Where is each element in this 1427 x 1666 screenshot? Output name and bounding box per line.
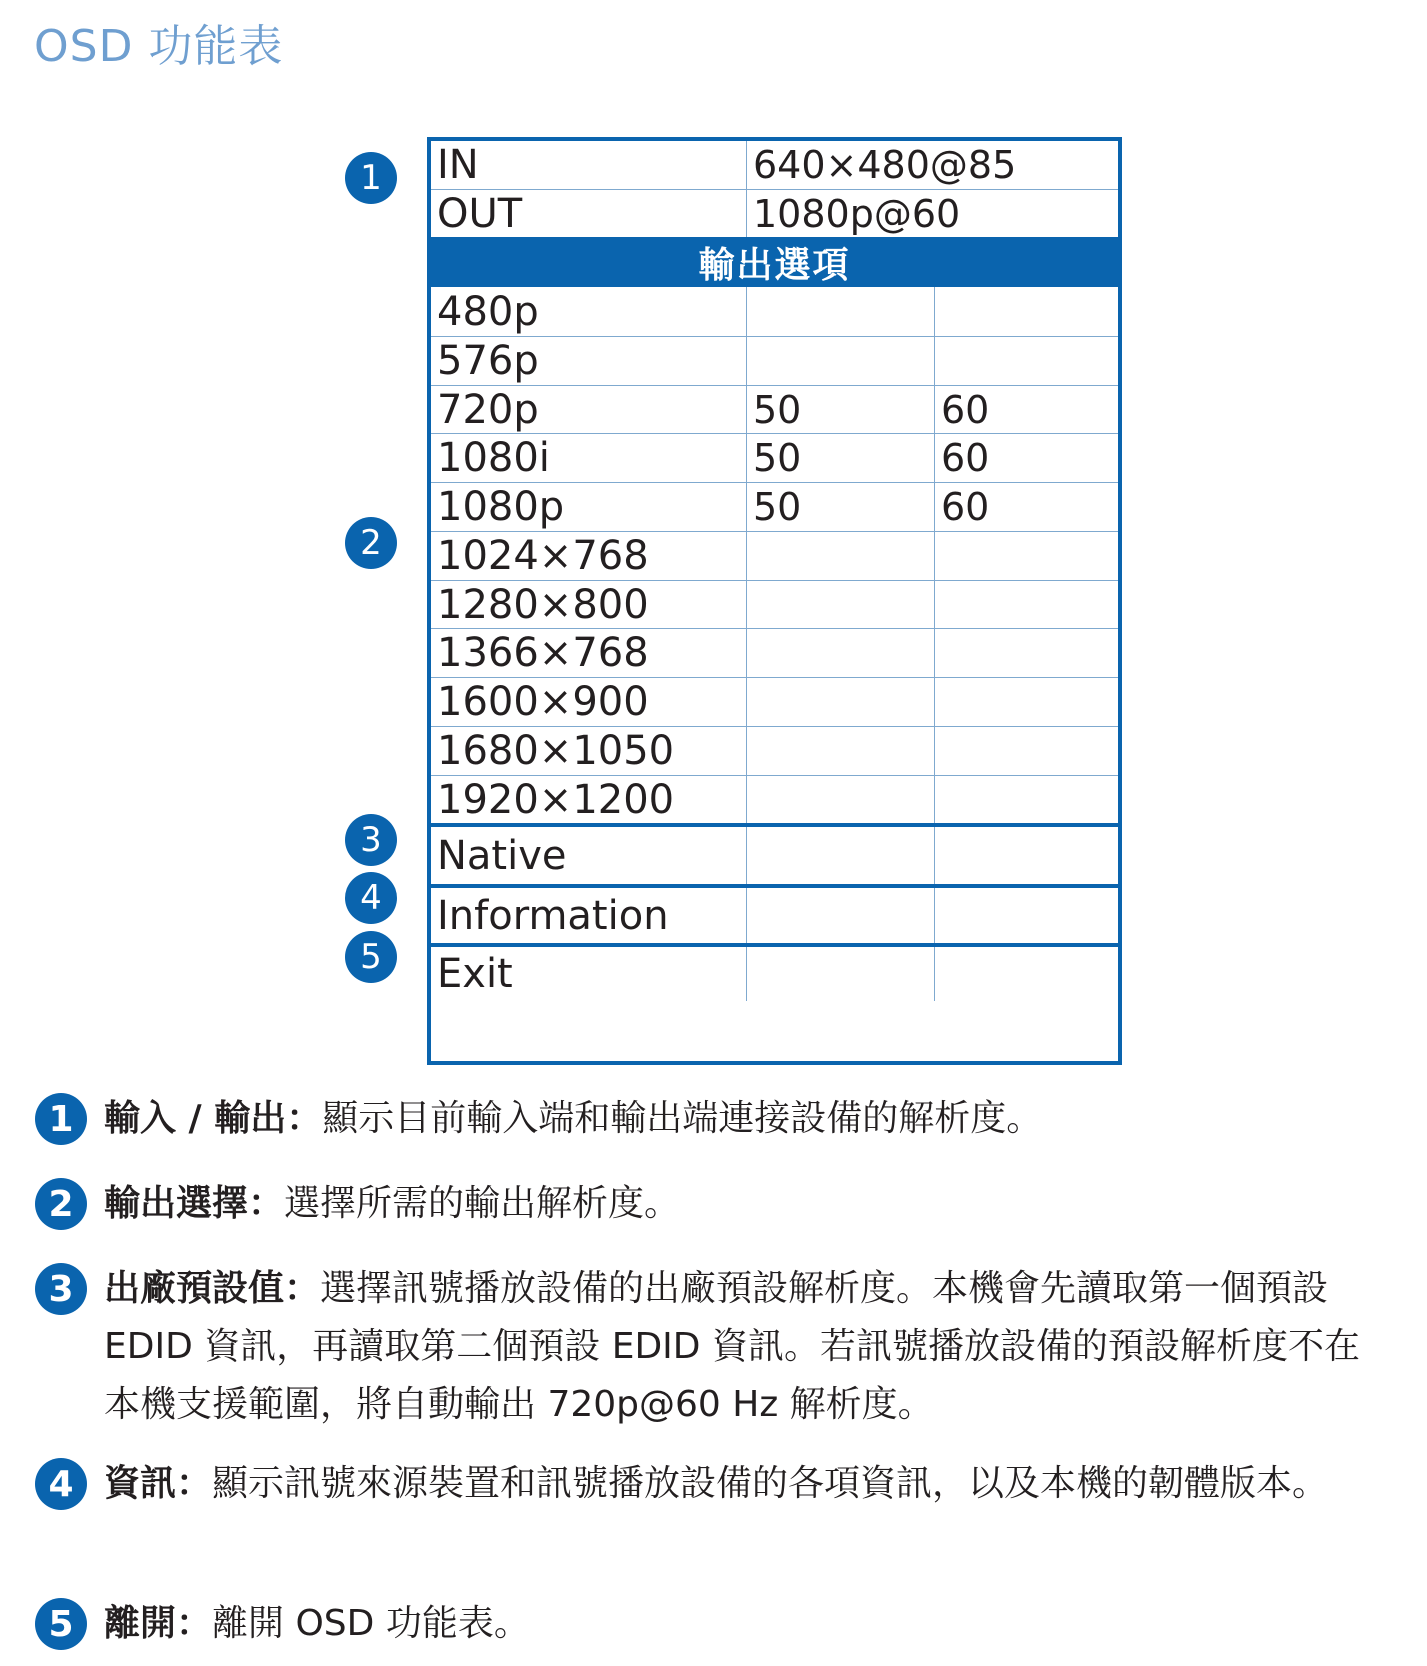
information-cell-2 <box>934 888 1118 943</box>
resolution-label: 1280×800 <box>437 581 649 628</box>
refresh-option-60[interactable] <box>934 678 1118 726</box>
exit-label: Exit <box>437 951 513 997</box>
resolution-label: 720p <box>437 386 539 433</box>
refresh-option-50[interactable] <box>746 678 934 726</box>
refresh-option-50[interactable] <box>746 581 934 628</box>
output-options-header <box>431 237 1118 287</box>
note-description: 顯示訊號來源裝置和訊號播放設備的各項資訊，以及本機的韌體版本。 <box>212 1463 1329 1504</box>
information-cell-1 <box>746 888 934 943</box>
refresh-option-60[interactable]: 60 <box>934 483 1118 531</box>
refresh-option-60[interactable] <box>934 287 1118 336</box>
refresh-option-60[interactable] <box>934 532 1118 580</box>
note-description: 選擇訊號播放設備的出廠預設解析度。本機會先讀取第一個預設 EDID 資訊，再讀取第二個預設 EDID 資訊。若訊號播放設備的預設解析度不在本機支援範圍，將自動輸出 720p@60 Hz 解析度。 <box>104 1268 1360 1425</box>
resolution-label: 480p <box>437 288 539 335</box>
exit-cell-2 <box>934 947 1118 1001</box>
resolution-row[interactable] <box>431 628 1118 677</box>
note-number-badge: 2 <box>35 1178 87 1230</box>
note-text <box>104 1455 1394 1513</box>
refresh-option-50[interactable]: 50 <box>746 386 934 433</box>
note-separator: ： <box>176 1463 213 1504</box>
native-cell-1 <box>746 827 934 884</box>
exit-row[interactable] <box>431 943 1118 1001</box>
callout-badge-1: 1 <box>345 152 397 204</box>
resolution-label: 576p <box>437 338 539 384</box>
note-separator: ： <box>248 1183 285 1224</box>
resolution-label: 1080p <box>437 484 565 530</box>
resolution-row[interactable] <box>431 385 1118 433</box>
note-text <box>104 1090 1394 1148</box>
out-value: 1080p@60 <box>746 190 1118 237</box>
resolution-row[interactable] <box>431 580 1118 628</box>
native-row[interactable] <box>431 823 1118 884</box>
note-text <box>104 1260 1394 1434</box>
out-label: OUT <box>437 190 523 237</box>
osd-menu-table <box>427 137 1122 1065</box>
resolution-label: 1600×900 <box>437 679 649 725</box>
refresh-option-50[interactable] <box>746 337 934 385</box>
in-value: 640×480@85 <box>746 141 1118 189</box>
refresh-option-50[interactable] <box>746 727 934 775</box>
note-separator: ： <box>286 1098 323 1139</box>
callout-badge-4: 4 <box>345 872 397 924</box>
note-number-badge: 3 <box>35 1263 87 1315</box>
note-term: 資訊 <box>104 1463 177 1504</box>
note-term: 輸入 / 輸出 <box>104 1098 287 1139</box>
note-number-badge: 5 <box>35 1598 87 1650</box>
page-title: OSD 功能表 <box>34 21 284 72</box>
native-label: Native <box>437 832 567 879</box>
resolution-label: 1080i <box>437 435 550 481</box>
resolution-row[interactable] <box>431 336 1118 385</box>
resolution-row[interactable] <box>431 677 1118 726</box>
refresh-option-50[interactable] <box>746 287 934 336</box>
information-label: Information <box>437 892 669 939</box>
refresh-option-60[interactable]: 60 <box>934 386 1118 433</box>
refresh-option-50[interactable] <box>746 532 934 580</box>
refresh-option-50[interactable] <box>746 776 934 823</box>
note-number-badge: 4 <box>35 1458 87 1510</box>
note-term: 離開 <box>104 1603 177 1644</box>
refresh-option-50[interactable]: 50 <box>746 483 934 531</box>
resolution-label: 1024×768 <box>437 533 649 579</box>
refresh-option-50[interactable]: 50 <box>746 434 934 482</box>
exit-cell-1 <box>746 947 934 1001</box>
note-term: 出廠預設值 <box>104 1268 285 1309</box>
native-cell-2 <box>934 827 1118 884</box>
note-text <box>104 1175 1394 1233</box>
refresh-option-60[interactable] <box>934 581 1118 628</box>
callout-badge-5: 5 <box>345 931 397 983</box>
callout-badge-3: 3 <box>345 814 397 866</box>
refresh-option-60[interactable]: 60 <box>934 434 1118 482</box>
information-row[interactable] <box>431 884 1118 943</box>
out-row[interactable] <box>431 189 1118 237</box>
refresh-option-60[interactable] <box>934 776 1118 823</box>
output-options-title: 輸出選項 <box>698 244 851 286</box>
refresh-option-60[interactable] <box>934 629 1118 677</box>
note-separator: ： <box>284 1268 321 1309</box>
note-description: 離開 OSD 功能表。 <box>212 1603 530 1644</box>
resolution-row[interactable] <box>431 531 1118 580</box>
refresh-option-60[interactable] <box>934 337 1118 385</box>
resolution-row[interactable] <box>431 726 1118 775</box>
note-text <box>104 1595 1394 1653</box>
refresh-option-60[interactable] <box>934 727 1118 775</box>
note-number-badge: 1 <box>35 1093 87 1145</box>
resolution-row[interactable] <box>431 482 1118 531</box>
in-label: IN <box>437 142 479 188</box>
resolution-label: 1920×1200 <box>437 776 675 823</box>
note-description: 選擇所需的輸出解析度。 <box>284 1183 681 1224</box>
resolution-row[interactable] <box>431 287 1118 336</box>
note-term: 輸出選擇 <box>104 1183 249 1224</box>
callout-badge-2: 2 <box>345 517 397 569</box>
resolution-label: 1680×1050 <box>437 728 675 774</box>
in-row[interactable] <box>431 141 1118 189</box>
resolution-row[interactable] <box>431 775 1118 823</box>
note-description: 顯示目前輸入端和輸出端連接設備的解析度。 <box>322 1098 1043 1139</box>
resolution-row[interactable] <box>431 433 1118 482</box>
note-separator: ： <box>176 1603 213 1644</box>
refresh-option-50[interactable] <box>746 629 934 677</box>
resolution-label: 1366×768 <box>437 630 649 676</box>
